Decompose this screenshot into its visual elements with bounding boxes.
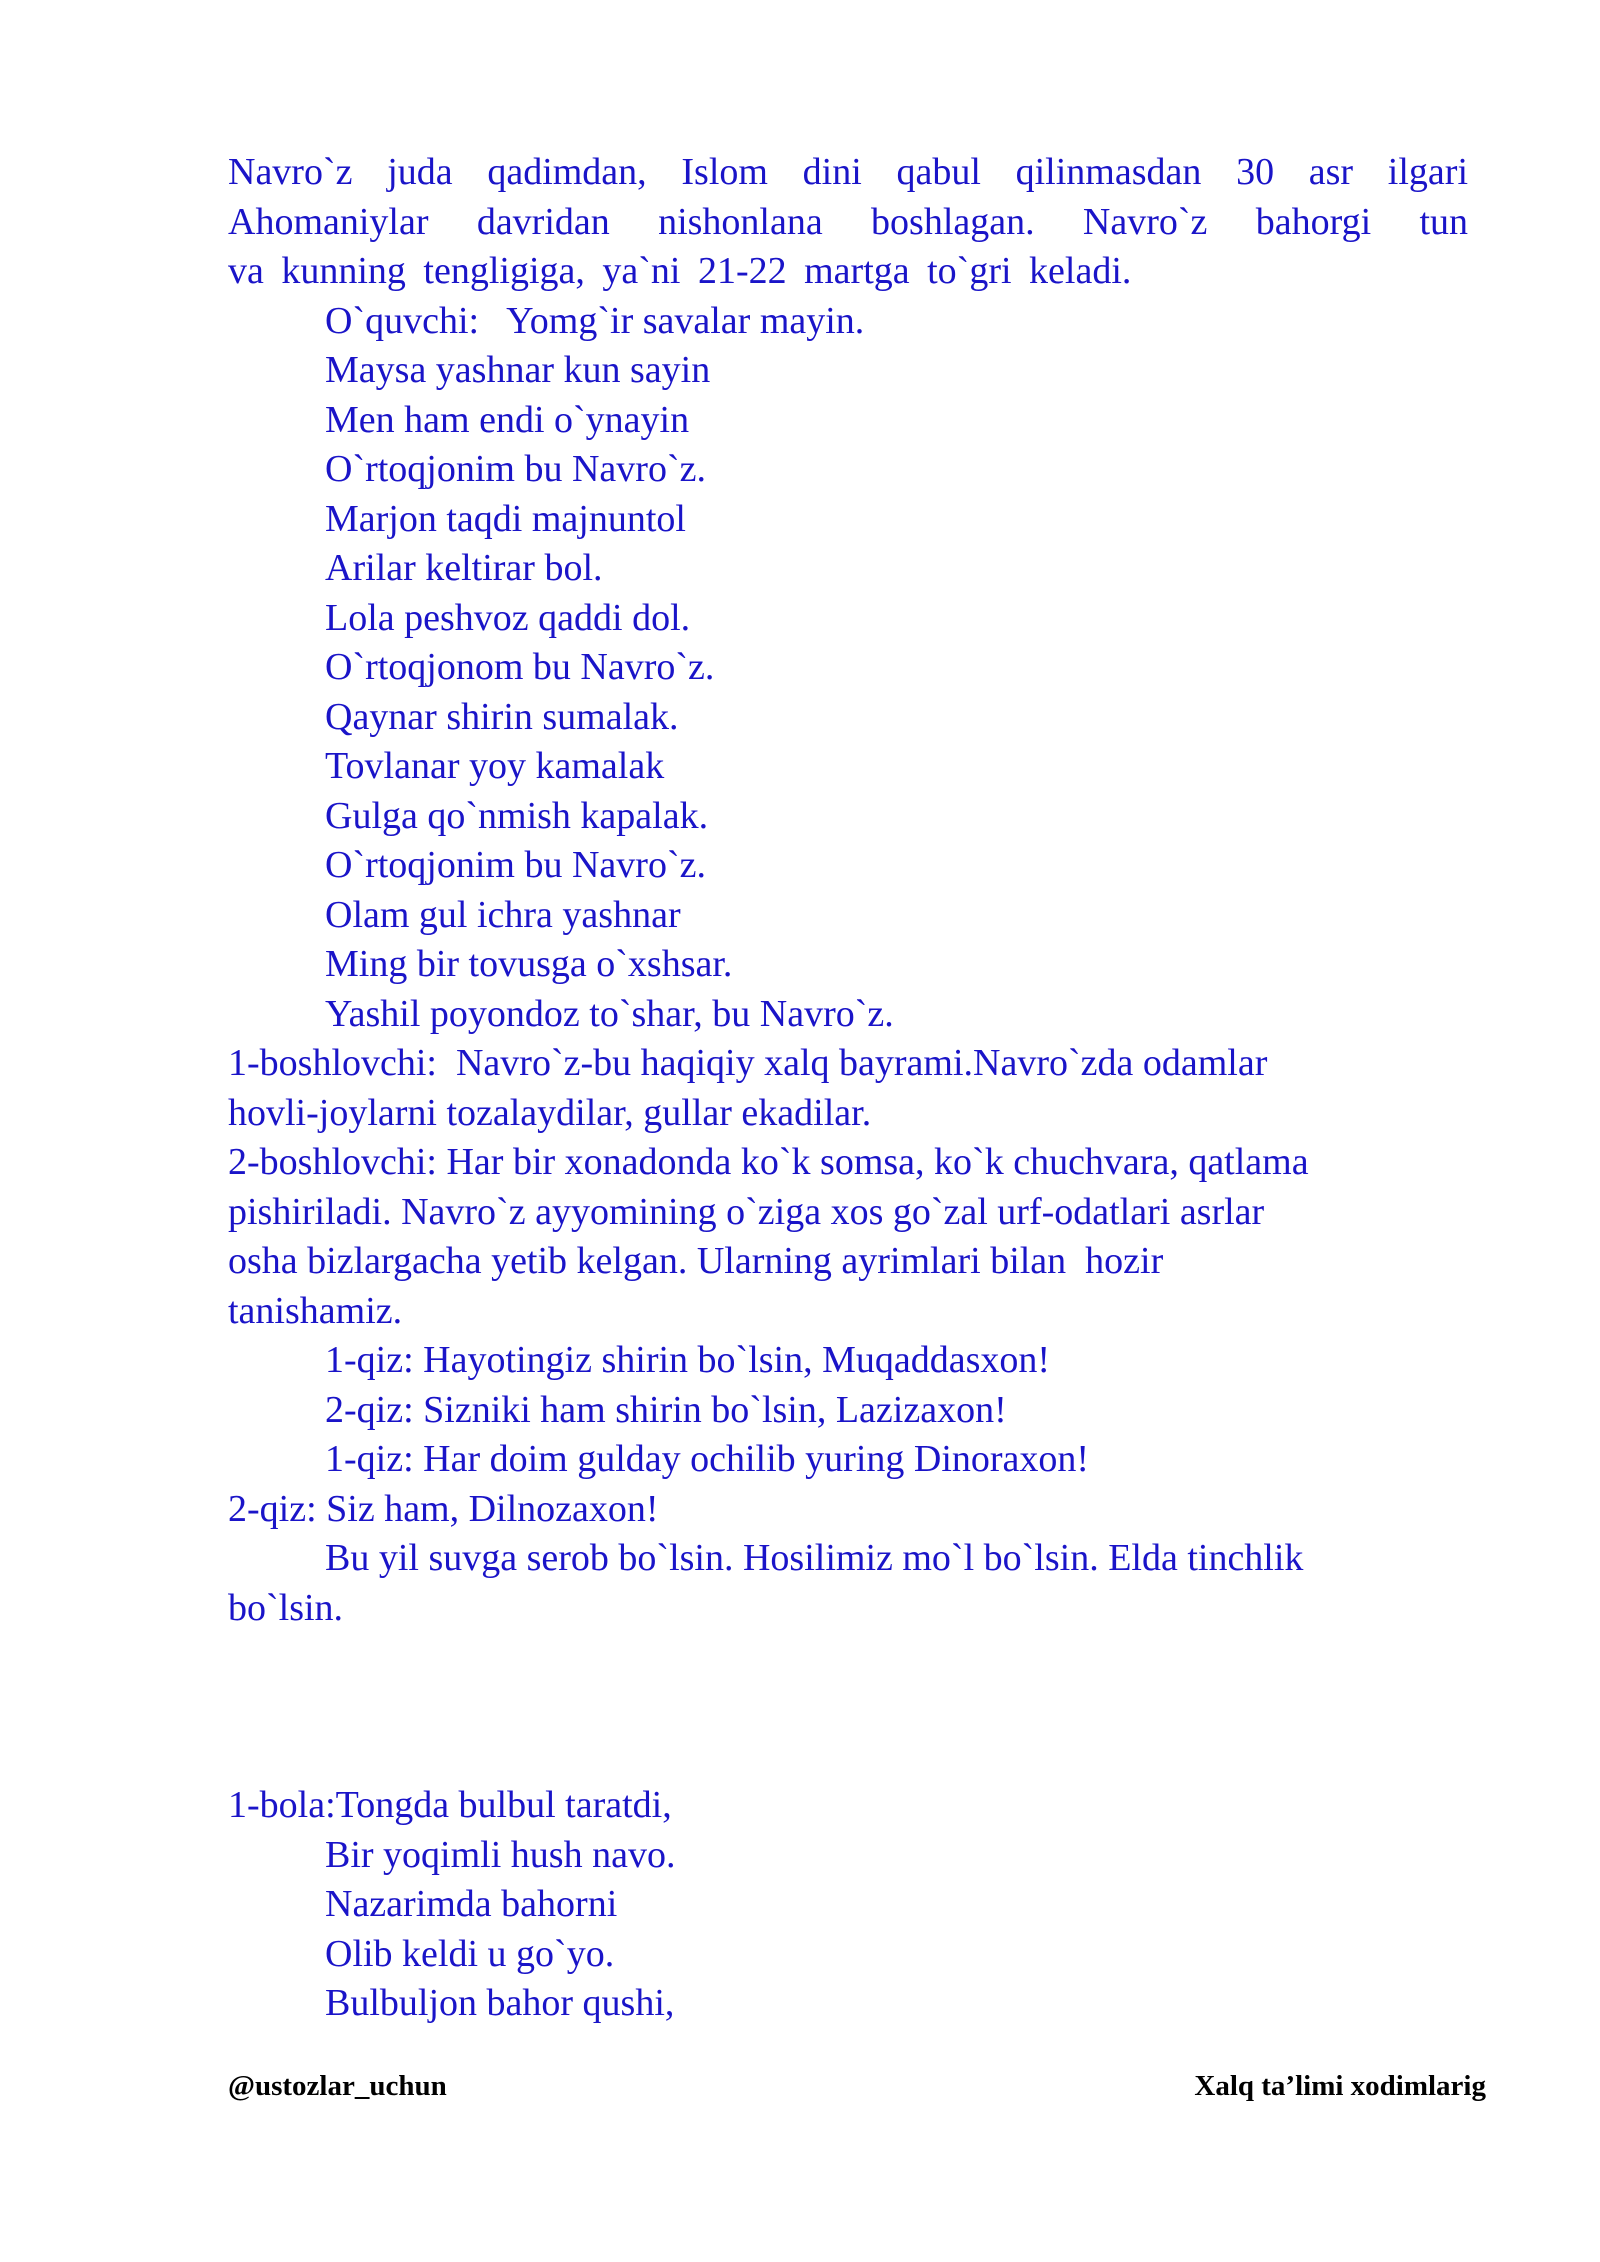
dialogue-line: 2-qiz: Sizniki ham shirin bo`lsin, Lazizaxon! [325, 1388, 1007, 1431]
host-line: 2-boshlovchi: Har bir xonadonda ko`k somsa, ko`k chuchvara, qatlama [228, 1141, 1309, 1183]
poem-line: Gulga qo`nmish kapalak. [325, 794, 709, 837]
poem-line: Lola peshvoz qaddi dol. [325, 596, 691, 639]
intro-line: Navro`z juda qadimdan, Islom dini qabul qilinmasdan 30 asr ilgari [228, 151, 1468, 193]
reply-line: 2-qiz: Siz ham, Dilnozaxon! [228, 1487, 659, 1530]
poem-line: O`quvchi: Yomg`ir savalar mayin. [325, 299, 865, 342]
dialogue-line: 1-qiz: Hayotingiz shirin bo`lsin, Muqaddasxon! [325, 1339, 1051, 1381]
footer-handle: @ustozlar_uchun [228, 2070, 447, 2102]
poem-line: Ming bir tovusga o`xshsar. [325, 943, 733, 985]
poem-line: Tovlanar yoy kamalak [325, 745, 665, 787]
poem-line: Maysa yashnar kun sayin [325, 349, 711, 391]
intro-line: Ahomaniylar davridan nishonlana boshlagan. Navro`z bahorgi tun [228, 200, 1468, 243]
poem-line: Qaynar shirin sumalak. [325, 695, 679, 738]
host-line: tanishamiz. [228, 1289, 403, 1332]
dialogue-line: 1-qiz: Har doim gulday ochilib yuring Dinoraxon! [325, 1438, 1090, 1480]
host-line: pishiriladi. Navro`z ayyomining o`ziga xos go`zal urf-odatlari asrlar [228, 1190, 1265, 1233]
document-body [228, 148, 1468, 2029]
child-poem-line: Bir yoqimli hush navo. [325, 1833, 676, 1876]
child-poem-line: Bulbuljon bahor qushi, [325, 1982, 675, 2024]
poem-line: Marjon taqdi majnuntol [325, 497, 686, 540]
poem-line: Yashil poyondoz to`shar, bu Navro`z. [325, 992, 894, 1035]
host-line: osha bizlargacha yetib kelgan. Ularning ayrimlari bilan hozir [228, 1240, 1164, 1282]
poem-line: Men ham endi o`ynayin [325, 398, 690, 441]
section-gap [228, 1633, 1468, 1781]
wish-line: Bu yil suvga serob bo`lsin. Hosilimiz mo`l bo`lsin. Elda tinchlik [325, 1537, 1304, 1579]
child-poem-line: Olib keldi u go`yo. [325, 1932, 615, 1975]
footer-source: Xalq ta’limi xodimlarig [1194, 2070, 1486, 2102]
intro-line: va kunning tengligiga, ya`ni 21-22 martga to`gri keladi. [228, 250, 1132, 292]
child-first-line: 1-bola:Tongda bulbul taratdi, [228, 1784, 672, 1826]
poem-line: O`rtoqjonim bu Navro`z. [325, 448, 706, 490]
poem-line: Arilar keltirar bol. [325, 547, 603, 589]
poem-line: O`rtoqjonim bu Navro`z. [325, 844, 706, 886]
host-line: 1-boshlovchi: Navro`z-bu haqiqiy xalq bayrami.Navro`zda odamlar [228, 1042, 1268, 1084]
child-poem-line: Nazarimda bahorni [325, 1883, 618, 1925]
wish-line: bo`lsin. [228, 1586, 344, 1629]
host-line: hovli-joylarni tozalaydilar, gullar ekadilar. [228, 1091, 872, 1134]
poem-line: Olam gul ichra yashnar [325, 893, 681, 936]
poem-line: O`rtoqjonom bu Navro`z. [325, 646, 715, 688]
